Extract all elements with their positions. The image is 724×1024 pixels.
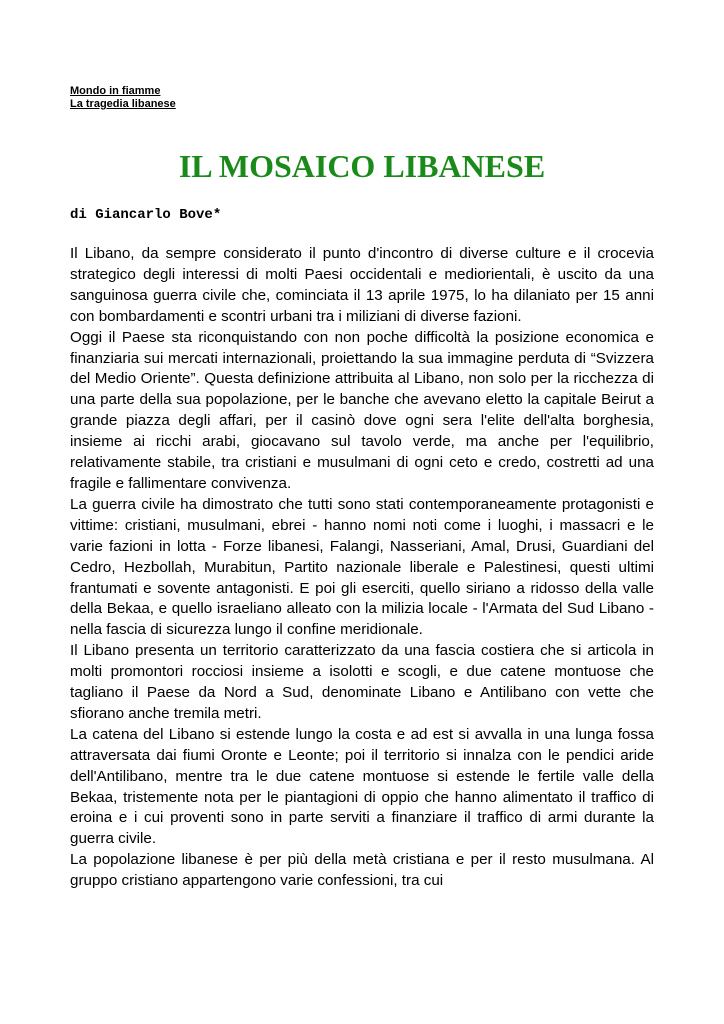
article-byline: di Giancarlo Bove*: [70, 207, 222, 223]
article-paragraph: Il Libano, da sempre considerato il punto d'incontro di diverse culture e il crocevia strategico degli interessi di molti Paesi occidentali e mediorientali, è uscito da una sanguinosa guerra civile che, cominciata il 13 aprile 1975, lo ha dilaniato per 15 anni con bombardamenti e scontri urbani tra i miliziani di diverse fazioni.: [70, 245, 654, 325]
article-paragraph: La catena del Libano si estende lungo la costa e ad est si avvalla in una lunga fossa attraversata dai fiumi Oronte e Leonte; poi il territorio si innalza con le pendici aride dell'Antilibano, mentre tra le due catene montuose si estende le fertile valle della Bekaa, tristemente nota per le piantagioni di oppio che hanno alimentato il traffico di eroina e i cui proventi sono in parte serviti a finanziare il traffico di armi durante la guerra civile.: [70, 725, 654, 848]
breadcrumb: [70, 85, 176, 111]
article-paragraph: La guerra civile ha dimostrato che tutti sono stati contemporaneamente protagonisti e vittime: cristiani, musulmani, ebrei - hanno nomi noti come i luoghi, i massacri e le varie fazioni in lotta - Forze libanesi, Falangi, Nasseriani, Amal, Drusi, Guardiani del Cedro, Hezbollah, Murabitun, Partito nazionale liberale e Palestinesi, questi ultimi frantumati e sovente antagonisti. E poi gli eserciti, quello siriano a ridosso della valle della Bekaa, e quello israeliano alleato con la milizia locale - l'Armata del Sud Libano - nella fascia di sicurezza lungo il confine meridionale.: [70, 495, 654, 639]
article-paragraph: Il Libano presenta un territorio caratterizzato da una fascia costiera che si articola in molti promontori rocciosi insieme a isolotti e scogli, e due catene montuose che tagliano il Paese da Nord a Sud, denominate Libano e Antilibano con vette che sfiorano anche tremila metri.: [70, 642, 654, 722]
breadcrumb-link-subsection[interactable]: La tragedia libanese: [70, 98, 176, 110]
breadcrumb-link-section[interactable]: Mondo in fiamme: [70, 85, 161, 97]
article-paragraph: La popolazione libanese è per più della metà cristiana e per il resto musulmana. Al gruppo cristiano appartengono varie confessioni, tra cui: [70, 851, 654, 890]
article-paragraph: Oggi il Paese sta riconquistando con non poche difficoltà la posizione economica e finanziaria sui mercati internazionali, proiettando la sua immagine perduta di “Svizzera del Medio Oriente”. Questa definizione attribuita al Libano, non solo per la ricchezza di una parte della sua popolazione, per le banche che avevano eletto la capitale Beirut a grande piazza degli affari, per il casinò dove ogni sera l'elite dell'alta borghesia, insieme ai ricchi arabi, giocavano sul tavolo verde, ma anche per l'equilibrio, relativamente stabile, tra cristiani e musulmani di ogni ceto e credo, costretti ad una fragile e fallimentare convivenza.: [70, 328, 654, 492]
article-body: [70, 244, 654, 892]
article-title: IL MOSAICO LIBANESE: [178, 148, 546, 184]
